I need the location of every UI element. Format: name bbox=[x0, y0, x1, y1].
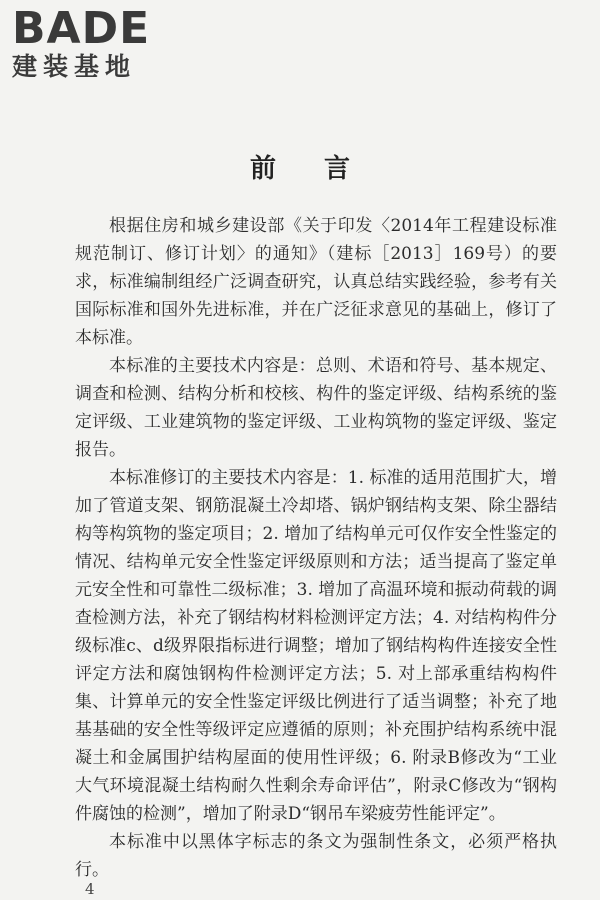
paragraph-1: 根据住房和城乡建设部《关于印发〈2014年工程建设标准规范制订、修订计划〉的通知》（建标［2013］169号）的要求，标准编制组经广泛调查研究，认真总结实践经验，参考有关国际标准和国外先进标准，并在广泛征求意见的基础上，修订了本标准。 bbox=[75, 216, 557, 348]
paragraph-2: 本标准的主要技术内容是：总则、术语和符号、基本规定、调查和检测、结构分析和校核、构件的鉴定评级、结构系统的鉴定评级、工业建筑物的鉴定评级、工业构筑物的鉴定评级、鉴定报告。 bbox=[75, 356, 557, 460]
paragraph-4: 本标准中以黑体字标志的条文为强制性条文，必须严格执行。 bbox=[75, 832, 557, 880]
page-number: 4 bbox=[85, 880, 95, 898]
bade-logo bbox=[12, 3, 182, 82]
preface-body bbox=[75, 212, 557, 884]
page-title: 前言 bbox=[249, 154, 398, 184]
logo-wordmark: BADE bbox=[12, 3, 151, 54]
paragraph-3: 本标准修订的主要技术内容是：1. 标准的适用范围扩大，增加了管道支架、钢筋混凝土冷却塔、锅炉钢结构支架、除尘器结构等构筑物的鉴定项目；2. 增加了结构单元可仅作安全性鉴定的情况、结构单元安全性鉴定评级原则和方法；适当提高了鉴定单元安全性和可靠性二级标准；3. 增加了高温环境和振动荷载的调查检测方法，补充了钢结构材料检测评定方法；4. 对结构构件分级标准c、d级界限指标进行调整；增加了钢结构构件连接安全性评定方法和腐蚀钢构件检测评定方法；5. 对上部承重结构构件集、计算单元的安全性鉴定评级比例进行了适当调整；补充了地基基础的安全性等级评定应遵循的原则；补充围护结构系统中混凝土和金属围护结构屋面的使用性评级；6. 附录B修改为“工业大气环境混凝土结构耐久性剩余寿命评估”，附录C修改为“钢构件腐蚀的检测”，增加了附录D“钢吊车梁疲劳性能评定”。 bbox=[75, 468, 557, 824]
logo-chinese-text: 建装基地 bbox=[12, 52, 137, 81]
